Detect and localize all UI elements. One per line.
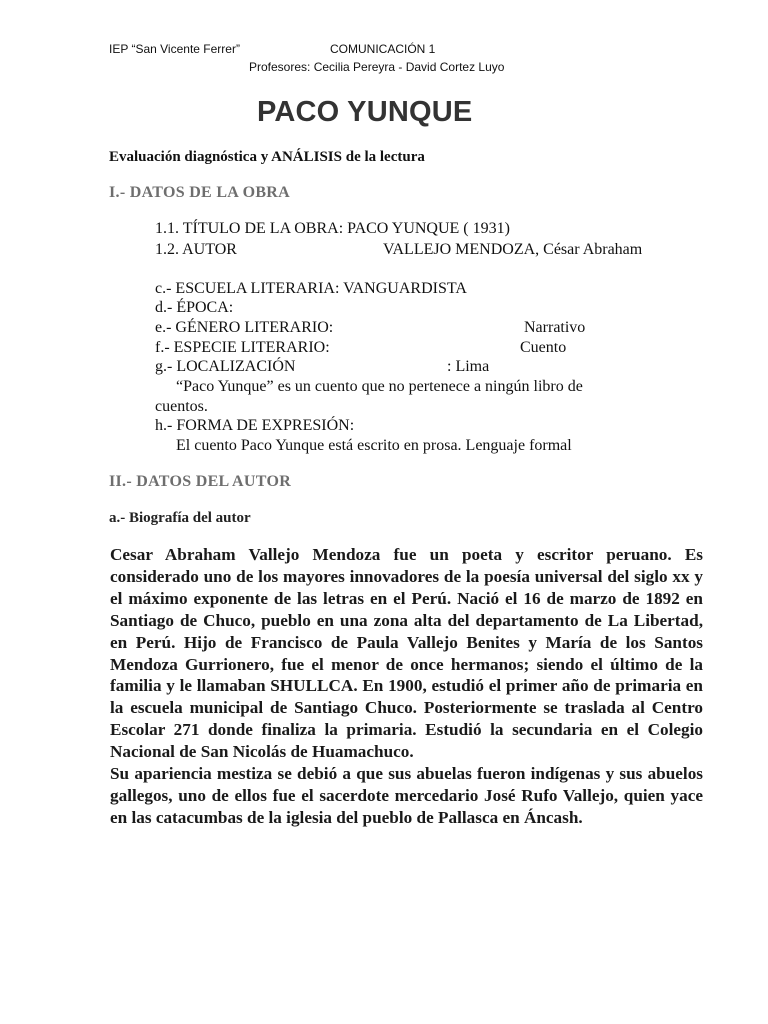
school-name: IEP “San Vicente Ferrer” — [109, 42, 240, 56]
genre-label: e.- GÉNERO LITERARIO: — [155, 319, 334, 336]
work-title-line: 1.1. TÍTULO DE LA OBRA: PACO YUNQUE ( 1931) — [155, 220, 510, 237]
location-note-line-1: “Paco Yunque” es un cuento que no pertenece a ningún libro de — [176, 378, 583, 395]
biography-subheading: a.- Biografía del autor — [109, 510, 251, 526]
expression-note: El cuento Paco Yunque está escrito en prosa. Lenguaje formal — [176, 437, 572, 454]
biography-paragraph: Su apariencia mestiza se debió a que sus abuelas fueron indígenas y sus abuelos gallegos, uno de ellos fue el sacerdote mercedario José Rufo Vallejo, quien yace en las catacumbas de la iglesia del pueblo de Pallasca en Áncash. — [110, 764, 703, 827]
location-note-line-2: cuentos. — [155, 398, 208, 415]
author-label: 1.2. AUTOR — [155, 241, 237, 258]
section-heading-author-data: II.- DATOS DEL AUTOR — [109, 473, 292, 490]
location-label: g.- LOCALIZACIÓN — [155, 358, 296, 375]
species-label: f.- ESPECIE LITERARIO: — [155, 339, 330, 356]
literary-school-line: c.- ESCUELA LITERARIA: VANGUARDISTA — [155, 280, 467, 297]
biography-paragraph: Cesar Abraham Vallejo Mendoza fue un poeta y escritor peruano. Es considerado uno de los mayores innovadores de la poesía universal del siglo xx y el máximo exponente de las letras en el Perú. Nació el 16 de marzo de 1892 en Santiago de Chuco, pueblo en una zona alta del departamento de La Libertad, en Perú. Hijo de Francisco de Paula Vallejo Benites y María de los Santos Mendoza Gurrionero, fue el menor de once hermanos; siendo el último de la familia y le llamaban SHULLCA. En 1900, estudió el primer año de primaria en la escuela municipal de Santiago Chuco. Posteriormente se traslada al Centro Escolar 271 donde finaliza la primaria. Estudió la secundaria en el Colegio Nacional de San Nicolás de Huamachuco. — [110, 545, 703, 762]
expression-label: h.- FORMA DE EXPRESIÓN: — [155, 417, 355, 434]
course-name: COMUNICACIÓN 1 — [330, 42, 436, 56]
epoch-line: d.- ÉPOCA: — [155, 299, 234, 316]
biography-text — [110, 544, 703, 829]
section-heading-work-data: I.- DATOS DE LA OBRA — [109, 184, 290, 201]
genre-value: Narrativo — [524, 319, 586, 336]
author-value: VALLEJO MENDOZA, César Abraham — [383, 241, 643, 258]
evaluation-heading: Evaluación diagnóstica y ANÁLISIS de la lectura — [109, 149, 425, 165]
species-value: Cuento — [520, 339, 567, 356]
page-title: PACO YUNQUE — [257, 96, 473, 128]
location-value: : Lima — [447, 358, 490, 375]
teachers-line: Profesores: Cecilia Pereyra - David Cortez Luyo — [249, 60, 505, 74]
